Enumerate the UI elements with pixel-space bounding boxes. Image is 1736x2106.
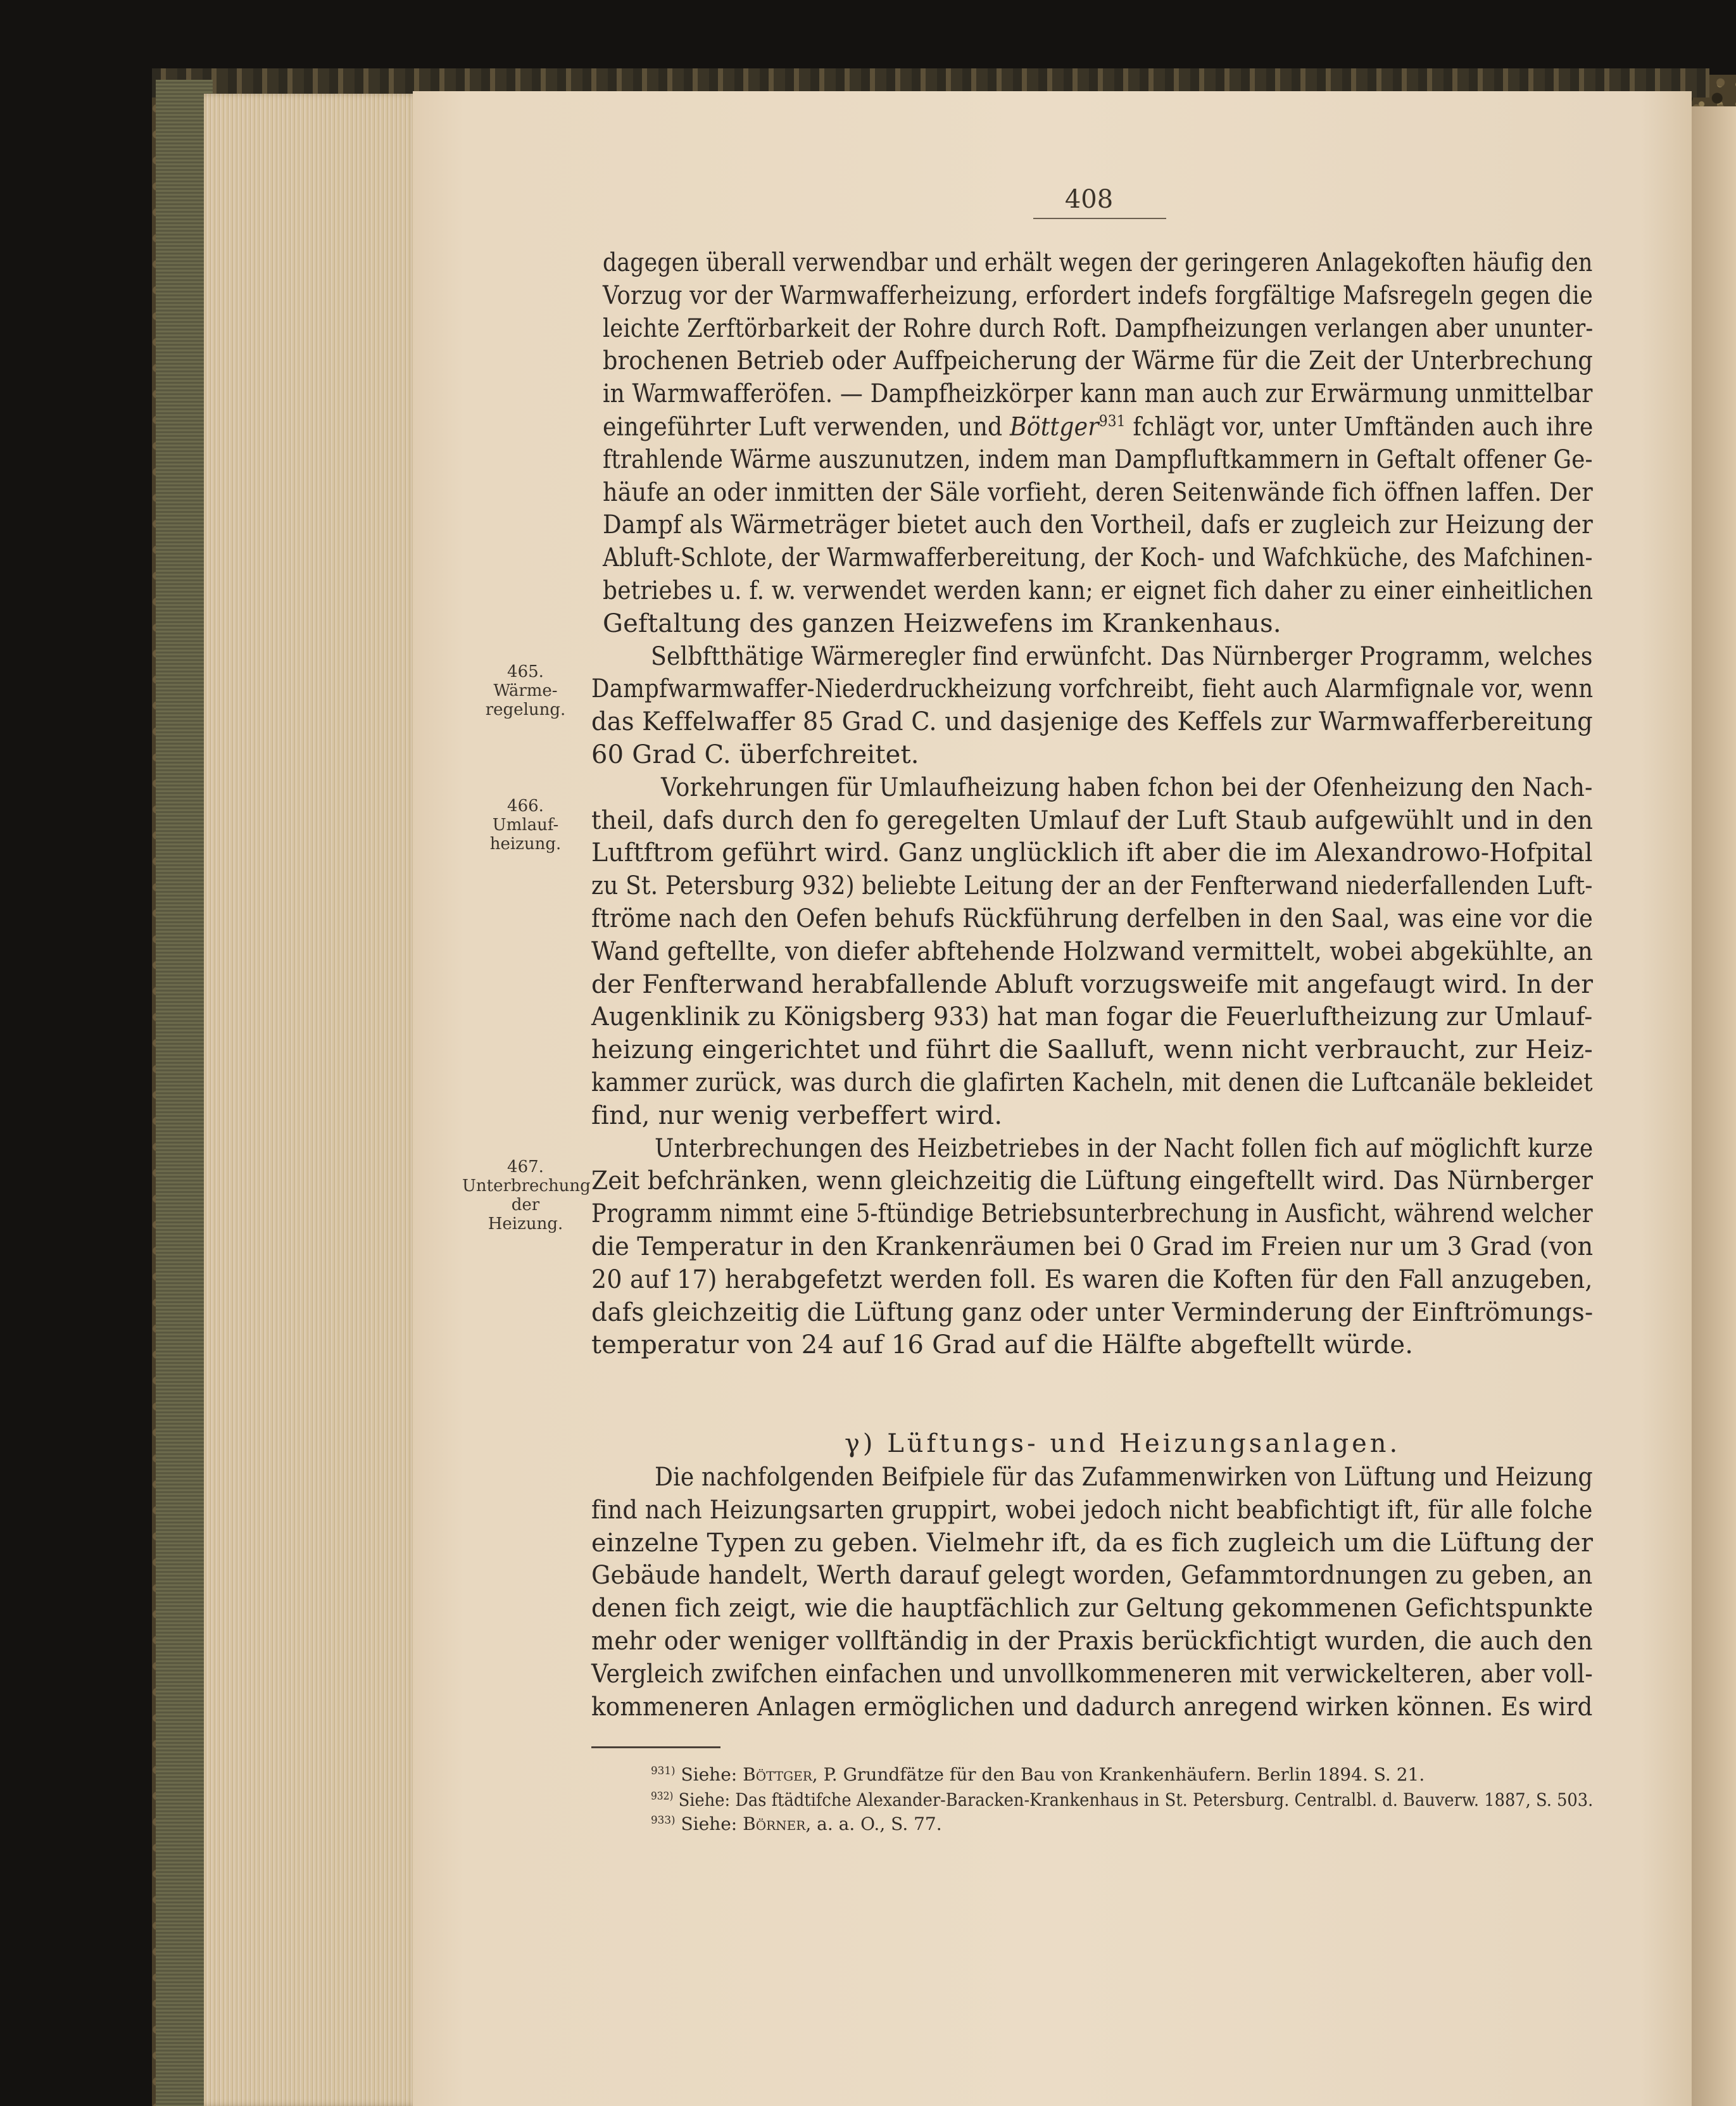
text-line: find, nur wenig verbeffert wird. [591,1100,1003,1130]
footnote-rule [591,1746,720,1748]
margin-note-label: Umlauf- [492,816,559,835]
text-line: Programm nimmt eine 5-ftündige Betriebsunterbrechung in Ausficht, während welcher [591,1199,1593,1229]
text-line: Gebäude handelt, Werth darauf gelegt worden, Gefammtordnungen zu geben, an [591,1561,1593,1591]
margin-note-label: der [511,1195,540,1214]
text-line: Zeit befchränken, wenn gleichzeitig die Lüftung eingeftellt wird. Das Nürnberger [591,1166,1594,1196]
text-line: kammer zurück, was durch die glafirten Kacheln, mit denen die Luftcanäle bekleidet [591,1068,1593,1097]
text-line: temperatur von 24 auf 16 Grad auf die Hälfte abgeftellt würde. [591,1330,1414,1360]
footnote-prefix: Siehe: [675,1764,743,1786]
margin-note [462,797,589,854]
text-line: häufe an oder inmitten der Säle vorfieht, deren Seitenwände fich öffnen laffen. Der [603,477,1593,507]
footnote-mark: 931) [651,1764,676,1777]
margin-note-label: Heizung. [487,1214,563,1233]
footnote-author: Börner [743,1813,806,1835]
text-line: dagegen überall verwendbar und erhält wegen der geringeren Anlagekoften häufig den [603,248,1593,277]
text-line: der Fenfterwand herabfallende Abluft vorzugsweife mit angefaugt wird. In der [591,969,1594,999]
text-line: Vorzug vor der Warmwafferheizung, erfordert indefs forgfältige Mafsregeln gegen die [603,281,1594,310]
page-edges [204,94,419,2106]
margin-note-label: heizung. [489,835,562,854]
footnote [651,1789,1593,1810]
text-line: 20 auf 17) herabgefetzt werden foll. Es waren die Koften für den Fall anzugeben, [591,1264,1593,1294]
text-line: Geftaltung des ganzen Heizwefens im Krankenhaus. [603,608,1281,638]
footnote-text: , P. Grundfätze für den Bau von Krankenhäufern. Berlin 1894. S. 21. [812,1764,1425,1786]
text-line: Abluft-Schlote, der Warmwafferbereitung, der Koch- und Wafchküche, des Mafchinen- [603,543,1593,573]
margin-note-label: Unterbrechung [462,1176,591,1195]
footnote-mark: 932) [651,1789,674,1802]
text-line: ftröme nach den Oefen behufs Rückführung derfelben in den Saal, was eine vor die [591,904,1594,933]
text-line: Luftftrom geführt wird. Ganz unglücklich ift aber die im Alexandrowo-Hofpital [591,838,1593,868]
footnote-prefix: Siehe: [675,1813,743,1835]
text-line: Selbftthätige Wärmeregler find erwünfcht. Das Nürnberger Programm, welches [651,641,1593,671]
footnote-prefix: Siehe: [673,1789,736,1811]
text-line: Vorkehrungen für Umlaufheizung haben fchon bei der Ofenheizung den Nach- [661,772,1593,802]
text-line: einzelne Typen zu geben. Vielmehr ift, da es fich zugleich um die Lüftung der [591,1528,1594,1558]
text-line: brochenen Betrieb oder Auffpeicherung der Wärme für die Zeit der Unterbrechung [603,346,1593,376]
text-line: zu St. Petersburg 932) beliebte Leitung der an der Fenfterwand niederfallenden Luft- [591,871,1593,901]
text-line: theil, dafs durch den fo geregelten Umlauf der Luft Staub aufgewühlt und in den [591,805,1594,835]
margin-note-label: regelung. [485,700,566,719]
margin-note-label: Wärme- [493,681,558,700]
footnote-text: , a. a. O., S. 77. [805,1813,942,1835]
text-line: Vergleich zwifchen einfachen und unvollkommeneren mit verwickelteren, aber voll- [591,1659,1593,1689]
footnote-mark: 933) [651,1813,676,1826]
section-heading: γ) Lüftungs- und Heizungsanlagen. [845,1429,1401,1458]
margin-note-number: 467. [507,1157,544,1176]
text-line: find nach Heizungsarten gruppirt, wobei jedoch nicht beabfichtigt ift, für alle folche [591,1495,1593,1525]
page-number: 408 [1064,185,1114,214]
text-line: in Warmwafferöfen. — Dampfheizkörper kann man auch zur Erwärmung unmittelbar [603,379,1593,409]
text-line: das Keffelwaffer 85 Grad C. und dasjenige des Keffels zur Warmwafferbereitung [591,707,1593,737]
page-number-rule [1033,218,1166,219]
text-line: Dampf als Wärmeträger bietet auch den Vortheil, dafs er zugleich zur Heizung der [603,510,1593,540]
footnote-author: Böttger [743,1764,812,1786]
text-line: kommeneren Anlagen ermöglichen und dadurch anregend wirken können. Es wird [591,1692,1593,1722]
text-line: die Temperatur in den Krankenräumen bei 0 Grad im Freien nur um 3 Grad (von [591,1232,1594,1261]
text-line: dafs gleichzeitig die Lüftung ganz oder unter Verminderung der Einftrömungs- [591,1297,1594,1327]
margin-note [462,662,589,719]
text-line: denen fich zeigt, wie die hauptfächlich zur Geltung gekommenen Gefichtspunkte [591,1594,1594,1624]
margin-note-number: 465. [507,662,544,681]
footnote [651,1813,942,1834]
text-line: Die nachfolgenden Beifpiele für das Zufammenwirken von Lüftung und Heizung [655,1463,1593,1492]
text-line: 60 Grad C. überfchreitet. [591,740,919,769]
text-line: Augenklinik zu Königsberg 933) hat man fogar die Feuerluftheizung zur Umlauf- [591,1002,1593,1032]
margin-note-number: 466. [507,797,544,816]
text-line: Unterbrechungen des Heizbetriebes in der Nacht follen fich auf möglichft kurze [655,1133,1594,1163]
text-line: Wand geftellte, von diefer abftehende Holzwand vermittelt, wobei abgekühlte, an [591,936,1594,966]
text-line: Dampfwarmwaffer-Niederdruckheizung vorfchreibt, fieht auch Alarmfignale vor, wenn [591,674,1594,704]
facing-page-edge [1692,106,1736,2106]
margin-note [462,1157,589,1233]
text-line: betriebes u. f. w. verwendet werden kann; er eignet fich daher zu einer einheitlichen [603,576,1594,605]
text-line: ftrahlende Wärme auszunutzen, indem man Dampfluftkammern in Geftalt offener Ge- [603,445,1593,474]
text-line: leichte Zerftörbarkeit der Rohre durch Roft. Dampfheizungen verlangen aber ununter- [603,313,1594,343]
footnote [651,1764,1425,1785]
footnote-text: Das ftädtifche Alexander-Baracken-Krankenhaus in St. Petersburg. Centralbl. d. Bauverw. 1887, S. 503. [735,1789,1594,1811]
text-line: mehr oder weniger vollftändig in der Praxis berückfichtigt wurden, die auch den [591,1627,1593,1656]
text-line: eingeführter Luft verwenden, und Böttger$^{931}$ fchlägt vor, unter Umftänden auch ihre [603,412,1594,442]
text-line: heizung eingerichtet und führt die Saalluft, wenn nicht verbraucht, zur Heiz- [591,1035,1593,1065]
